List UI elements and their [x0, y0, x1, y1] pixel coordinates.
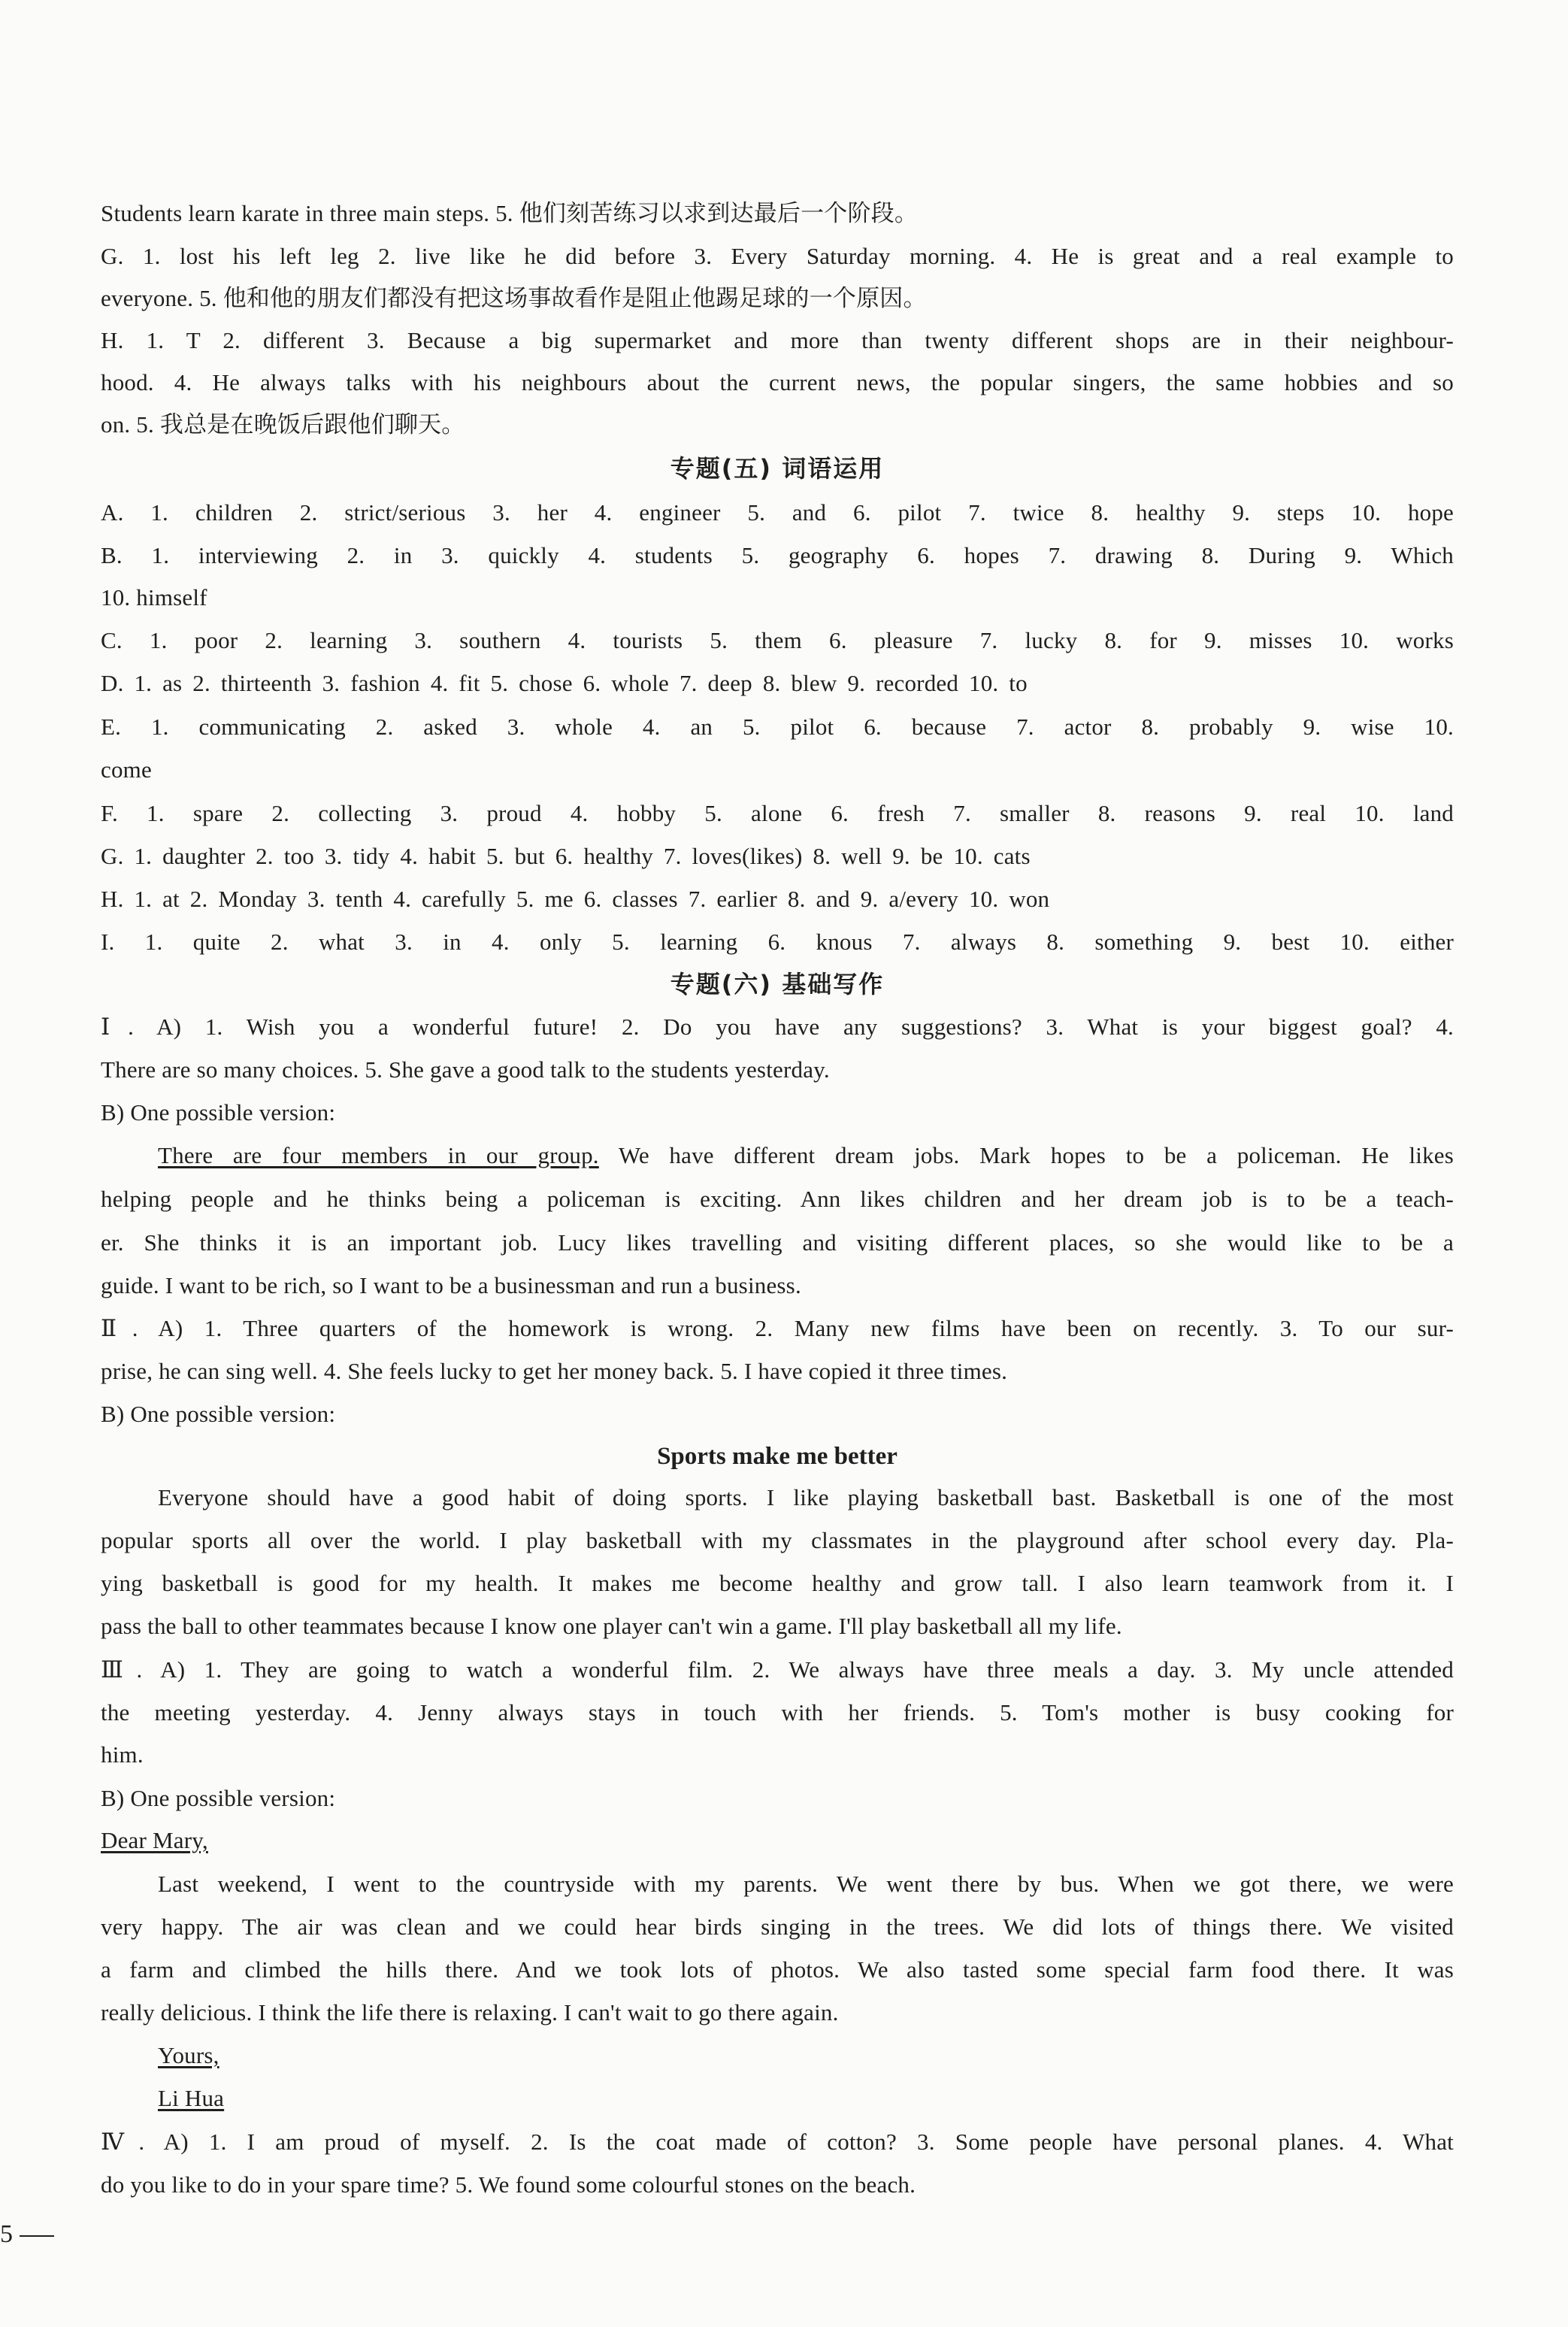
section-heading-5: 专题(五) 词语运用	[670, 454, 885, 483]
text-line: helping people and he thinks being a policeman is exciting. Ann likes children and her dream job is to be a teach-	[101, 1186, 1454, 1212]
text-line: pass the ball to other teammates because I know one player can't win a game. I'll play basketball all my life.	[101, 1613, 1122, 1639]
text-line: er. She thinks it is an important job. Lucy likes travelling and visiting different places, so she would like to be a	[101, 1229, 1454, 1256]
text-line: B) One possible version:	[101, 1401, 336, 1427]
text-line: B. 1. interviewing 2. in 3. quickly 4. students 5. geography 6. hopes 7. drawing 8. During 9. Which	[101, 542, 1454, 568]
text-line: Students learn karate in three main steps. 5. 他们刻苦练习以求到达最后一个阶段。	[101, 200, 919, 226]
text-line: come	[101, 756, 152, 783]
letter-salutation: Dear Mary,	[101, 1827, 208, 1853]
letter-signature: Li Hua	[158, 2085, 225, 2111]
text-line: C. 1. poor 2. learning 3. southern 4. tourists 5. them 6. pleasure 7. lucky 8. for 9. misses 10. works	[101, 627, 1454, 653]
text-line: Ⅳ. A) 1. I am proud of myself. 2. Is the coat made of cotton? 3. Some people have personal planes. 4. What	[101, 2129, 1454, 2155]
text-line: Ⅰ. A) 1. Wish you a wonderful future! 2. Do you have any suggestions? 3. What is your biggest goal? 4.	[101, 1014, 1454, 1040]
text-line: E. 1. communicating 2. asked 3. whole 4. an 5. pilot 6. because 7. actor 8. probably 9. wise 10.	[101, 714, 1454, 740]
text-line: popular sports all over the world. I play basketball with my classmates in the playground after school every day. Pla-	[101, 1527, 1454, 1553]
text-line: Ⅲ. A) 1. They are going to watch a wonderful film. 2. We always have three meals a day. 3. My uncle attended	[101, 1656, 1454, 1683]
text-line: D. 1. as 2. thirteenth 3. fashion 4. fit 5. chose 6. whole 7. deep 8. blew 9. recorded 10. to	[101, 670, 1028, 696]
text-line: There are four members in our group. We have different dream jobs. Mark hopes to be a policeman. He likes	[158, 1142, 1454, 1168]
text-line: prise, he can sing well. 4. She feels lucky to get her money back. 5. I have copied it three times.	[101, 1358, 1008, 1384]
essay-title: Sports make me better	[657, 1443, 898, 1470]
text-line: F. 1. spare 2. collecting 3. proud 4. hobby 5. alone 6. fresh 7. smaller 8. reasons 9. real 10. land	[101, 800, 1454, 826]
text-line: Last weekend, I went to the countryside with my parents. We went there by bus. When we got there, we were	[158, 1871, 1454, 1897]
text-line: B) One possible version:	[101, 1099, 336, 1126]
text-line: hood. 4. He always talks with his neighbours about the current news, the popular singers, the same hobbies and so	[101, 369, 1454, 395]
text-line: I. 1. quite 2. what 3. in 4. only 5. learning 6. knous 7. always 8. something 9. best 10. either	[101, 929, 1454, 955]
letter-closing: Yours,	[158, 2042, 219, 2068]
underlined-sentence: There are four members in our group.	[158, 1142, 599, 1168]
text-line: H. 1. T 2. different 3. Because a big supermarket and more than twenty different shops are in their neighbour-	[101, 327, 1454, 353]
page-number: 5	[0, 2220, 13, 2248]
text-line: him.	[101, 1741, 144, 1768]
text-line: G. 1. lost his left leg 2. live like he did before 3. Every Saturday morning. 4. He is great and a real example to	[101, 243, 1454, 269]
text-line: A. 1. children 2. strict/serious 3. her 4. engineer 5. and 6. pilot 7. twice 8. healthy 9. steps 10. hope	[101, 499, 1454, 526]
text-line: guide. I want to be rich, so I want to be a businessman and run a business.	[101, 1272, 801, 1298]
text-line: H. 1. at 2. Monday 3. tenth 4. carefully 5. me 6. classes 7. earlier 8. and 9. a/every 10. won	[101, 886, 1050, 912]
text-line: 10. himself	[101, 584, 207, 611]
text-line: There are so many choices. 5. She gave a good talk to the students yesterday.	[101, 1056, 830, 1083]
text-line: really delicious. I think the life there is relaxing. I can't wait to go there again.	[101, 1999, 839, 2026]
text-line: very happy. The air was clean and we could hear birds singing in the trees. We did lots of things there. We visited	[101, 1913, 1454, 1940]
text-line: G. 1. daughter 2. too 3. tidy 4. habit 5. but 6. healthy 7. loves(likes) 8. well 9. be 10. cats	[101, 843, 1031, 869]
text-line: on. 5. 我总是在晚饭后跟他们聊天。	[101, 411, 465, 438]
page-number-dash	[20, 2235, 54, 2237]
text-line: do you like to do in your spare time? 5. We found some colourful stones on the beach.	[101, 2171, 916, 2198]
text-line: ying basketball is good for my health. It makes me become healthy and grow tall. I also learn teamwork from it. I	[101, 1570, 1454, 1596]
text-line: everyone. 5. 他和他的朋友们都没有把这场事故看作是阻止他踢足球的一个原因。	[101, 285, 927, 311]
text-line: B) One possible version:	[101, 1785, 336, 1811]
text-line: Everyone should have a good habit of doing sports. I like playing basketball bast. Basketball is one of the most	[158, 1484, 1454, 1510]
text-line: Ⅱ. A) 1. Three quarters of the homework is wrong. 2. Many new films have been on recently. 3. To our sur-	[101, 1315, 1454, 1341]
text-line: a farm and climbed the hills there. And we took lots of photos. We also tasted some special farm food there. It was	[101, 1956, 1454, 1983]
text-line: the meeting yesterday. 4. Jenny always stays in touch with her friends. 5. Tom's mother is busy cooking for	[101, 1699, 1454, 1726]
section-heading-6: 专题(六) 基础写作	[670, 970, 885, 998]
